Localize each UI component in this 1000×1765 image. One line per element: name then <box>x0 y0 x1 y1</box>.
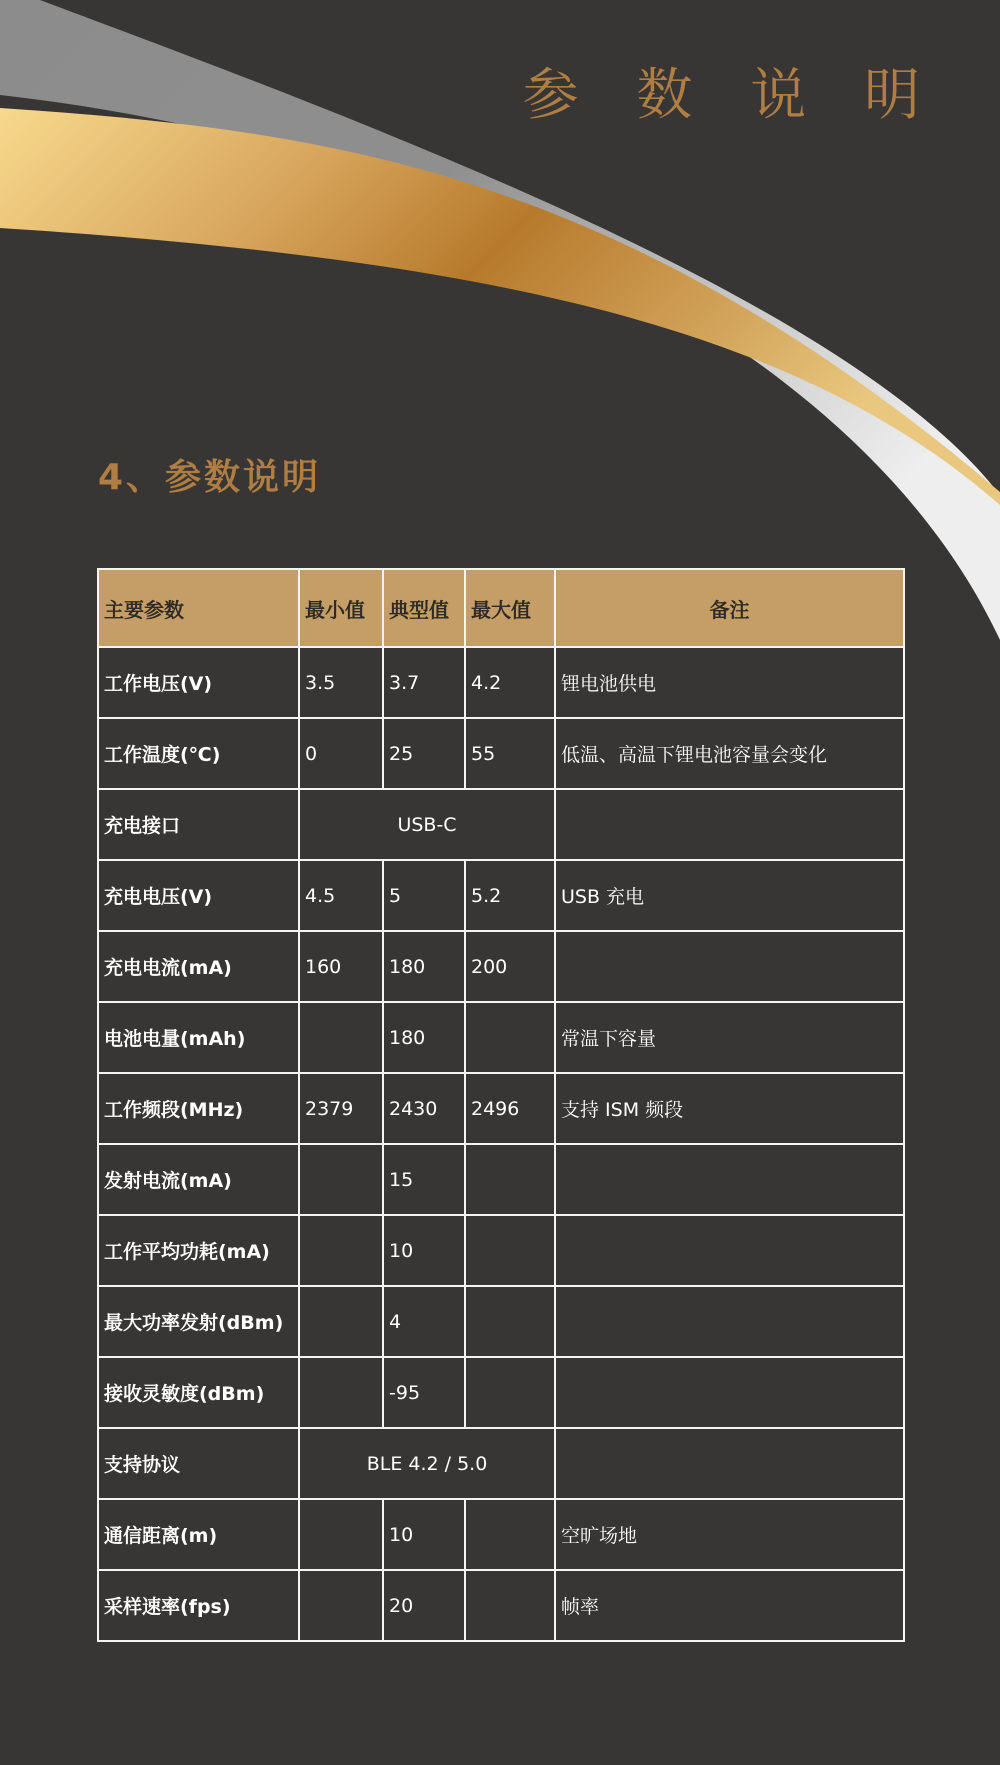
note-cell <box>555 931 904 1002</box>
table-row <box>98 718 904 789</box>
typ-cell: 180 <box>383 1002 465 1073</box>
note-cell <box>555 789 904 860</box>
typ-cell: 15 <box>383 1144 465 1215</box>
note-cell: 支持 ISM 频段 <box>555 1073 904 1144</box>
table-row <box>98 860 904 931</box>
param-cell: 电池电量(mAh) <box>98 1002 299 1073</box>
table-row <box>98 1073 904 1144</box>
page-title: 参 数 说 明 <box>522 63 940 128</box>
max-cell: 55 <box>465 718 555 789</box>
param-cell: 工作温度(℃) <box>98 718 299 789</box>
min-cell: 0 <box>299 718 383 789</box>
table-row <box>98 931 904 1002</box>
min-cell: 4.5 <box>299 860 383 931</box>
note-cell: 锂电池供电 <box>555 647 904 718</box>
param-cell: 工作频段(MHz) <box>98 1073 299 1144</box>
typ-cell: 5 <box>383 860 465 931</box>
min-cell <box>299 1499 383 1570</box>
note-cell: 常温下容量 <box>555 1002 904 1073</box>
max-cell <box>465 1215 555 1286</box>
merged-value-cell: BLE 4.2 / 5.0 <box>299 1428 555 1499</box>
param-cell: 充电电压(V) <box>98 860 299 931</box>
typ-cell: 3.7 <box>383 647 465 718</box>
note-cell <box>555 1215 904 1286</box>
note-cell <box>555 1428 904 1499</box>
table-row <box>98 1215 904 1286</box>
merged-value-cell: USB-C <box>299 789 555 860</box>
min-cell: 3.5 <box>299 647 383 718</box>
min-cell <box>299 1215 383 1286</box>
table-row <box>98 1428 904 1499</box>
typ-cell: 10 <box>383 1215 465 1286</box>
min-cell <box>299 1002 383 1073</box>
note-cell: 低温、高温下锂电池容量会变化 <box>555 718 904 789</box>
param-cell: 工作平均功耗(mA) <box>98 1215 299 1286</box>
note-cell: 帧率 <box>555 1570 904 1641</box>
typ-cell: 10 <box>383 1499 465 1570</box>
note-cell <box>555 1144 904 1215</box>
typ-cell: -95 <box>383 1357 465 1428</box>
note-cell: 空旷场地 <box>555 1499 904 1570</box>
typ-cell: 25 <box>383 718 465 789</box>
header-typ: 典型值 <box>383 569 465 647</box>
typ-cell: 2430 <box>383 1073 465 1144</box>
max-cell <box>465 1357 555 1428</box>
param-cell: 通信距离(m) <box>98 1499 299 1570</box>
max-cell: 2496 <box>465 1073 555 1144</box>
header-max: 最大值 <box>465 569 555 647</box>
max-cell <box>465 1002 555 1073</box>
param-cell: 充电电流(mA) <box>98 931 299 1002</box>
max-cell <box>465 1144 555 1215</box>
parameter-table <box>97 568 905 1642</box>
min-cell: 2379 <box>299 1073 383 1144</box>
note-cell: USB 充电 <box>555 860 904 931</box>
max-cell: 5.2 <box>465 860 555 931</box>
table-header-row <box>98 569 904 647</box>
table-row <box>98 647 904 718</box>
max-cell: 4.2 <box>465 647 555 718</box>
param-cell: 接收灵敏度(dBm) <box>98 1357 299 1428</box>
header-min: 最小值 <box>299 569 383 647</box>
param-cell: 采样速率(fps) <box>98 1570 299 1641</box>
max-cell <box>465 1286 555 1357</box>
table-row <box>98 1499 904 1570</box>
param-cell: 支持协议 <box>98 1428 299 1499</box>
typ-cell: 180 <box>383 931 465 1002</box>
header-param: 主要参数 <box>98 569 299 647</box>
param-cell: 工作电压(V) <box>98 647 299 718</box>
min-cell <box>299 1570 383 1641</box>
param-cell: 最大功率发射(dBm) <box>98 1286 299 1357</box>
max-cell: 200 <box>465 931 555 1002</box>
table-row <box>98 1002 904 1073</box>
min-cell <box>299 1144 383 1215</box>
note-cell <box>555 1286 904 1357</box>
max-cell <box>465 1499 555 1570</box>
header-note: 备注 <box>555 569 904 647</box>
table-row <box>98 789 904 860</box>
table-row <box>98 1144 904 1215</box>
table-row <box>98 1286 904 1357</box>
min-cell <box>299 1286 383 1357</box>
param-cell: 充电接口 <box>98 789 299 860</box>
note-cell <box>555 1357 904 1428</box>
max-cell <box>465 1570 555 1641</box>
min-cell: 160 <box>299 931 383 1002</box>
param-cell: 发射电流(mA) <box>98 1144 299 1215</box>
gold-swoosh <box>0 108 1000 505</box>
typ-cell: 20 <box>383 1570 465 1641</box>
table-row <box>98 1357 904 1428</box>
table-row <box>98 1570 904 1641</box>
section-title: 4、参数说明 <box>98 457 322 498</box>
typ-cell: 4 <box>383 1286 465 1357</box>
min-cell <box>299 1357 383 1428</box>
